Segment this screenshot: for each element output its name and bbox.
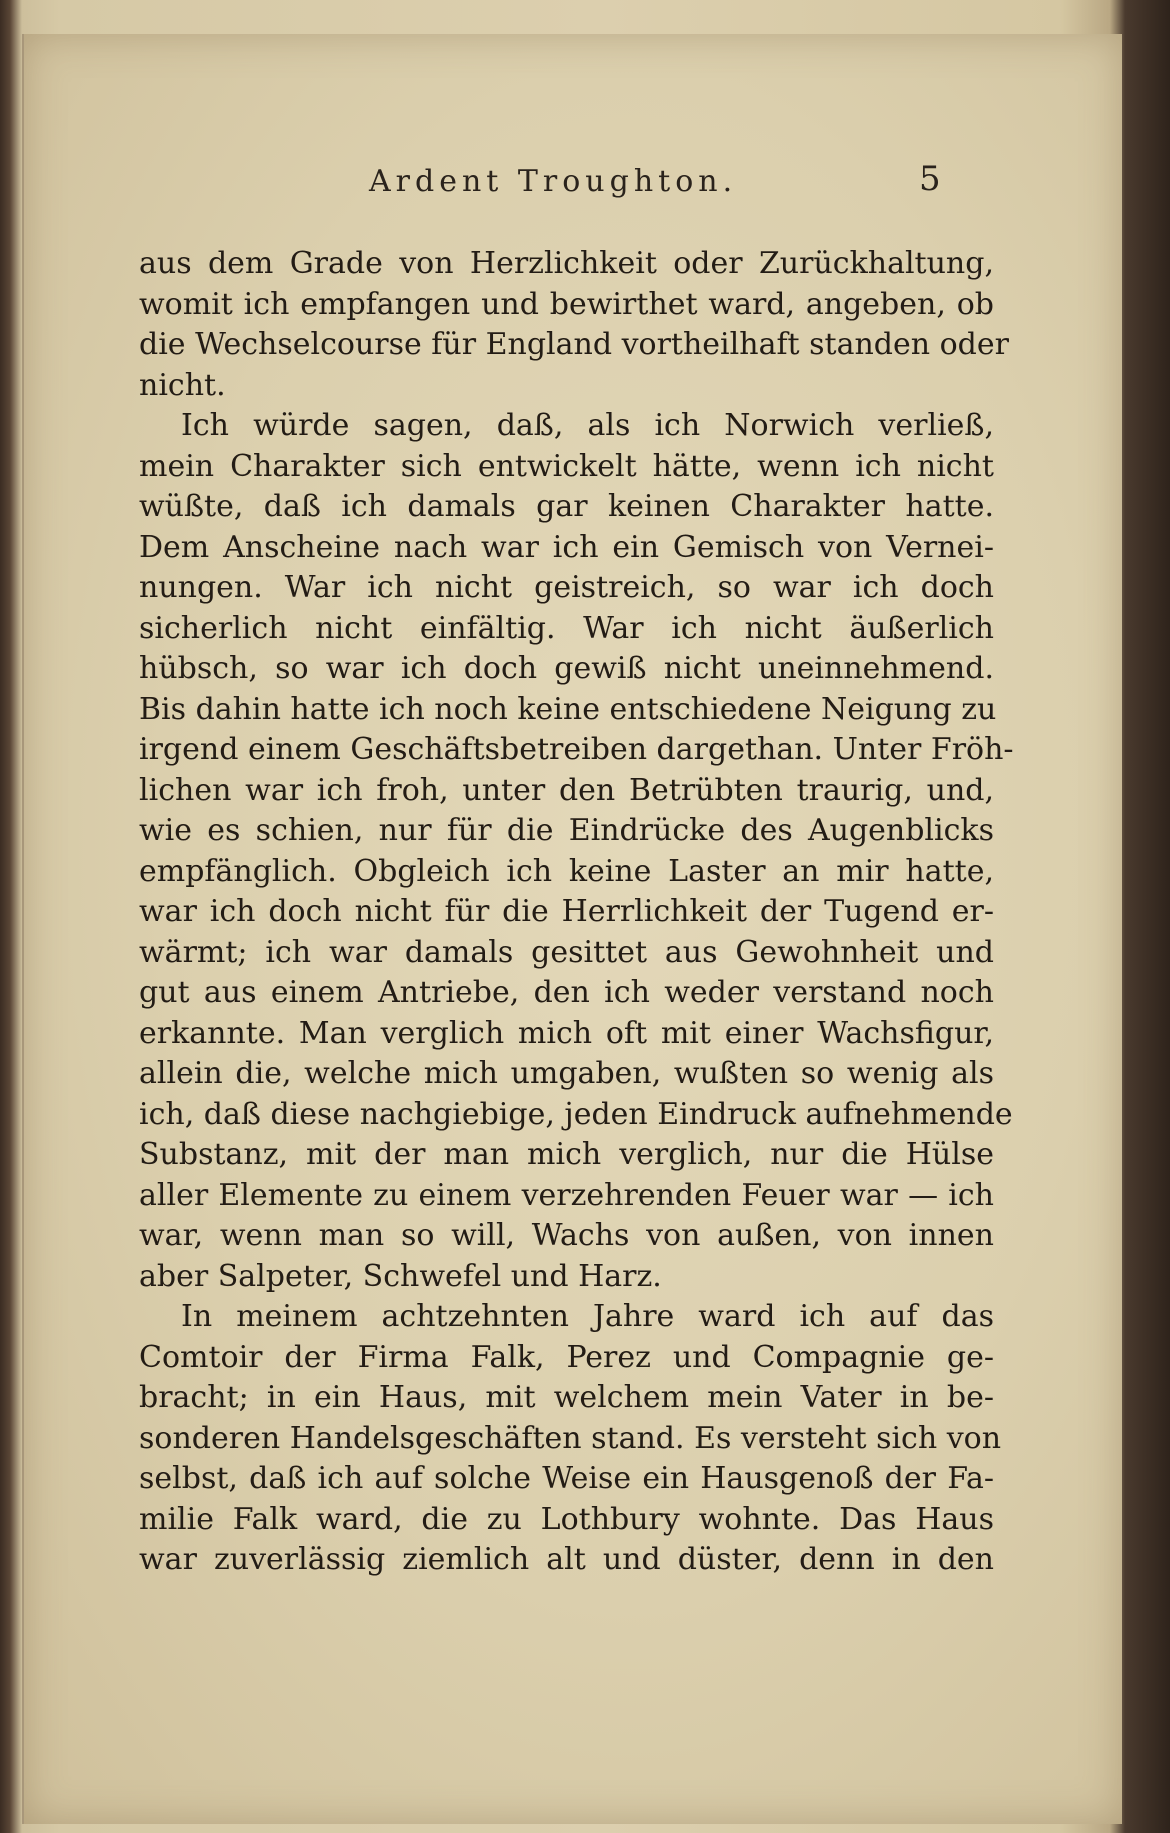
text-line: Substanz, mit der man mich verglich, nur die Hülse [139, 1137, 994, 1172]
text-line: erkannte. Man verglich mich oft mit einer Wachsfigur, [139, 1015, 994, 1051]
text-line: Comtoir der Firma Falk, Perez und Compagnie ge- [139, 1339, 994, 1375]
text-line: mein Charakter sich entwickelt hätte, wenn ich nicht [139, 448, 994, 484]
text-line: wüßte, daß ich damals gar keinen Charakter hatte. [139, 489, 994, 524]
text-line: ich, daß diese nachgiebige, jeden Eindruck aufnehmende [139, 1096, 1013, 1132]
text-line: milie Falk ward, die zu Lothbury wohnte. Das Haus [139, 1501, 994, 1537]
text-line: selbst, daß ich auf solche Weise ein Hausgenoß der Fa- [139, 1461, 994, 1496]
text-line: wärmt; ich war damals gesittet aus Gewohnheit und [139, 934, 994, 970]
text-line: sonderen Handelsgeschäften stand. Es versteht sich von [139, 1420, 1002, 1456]
text-line: wie es schien, nur für die Eindrücke des Augenblicks [139, 813, 994, 848]
text-line: Dem Anscheine nach war ich ein Gemisch von Vernei- [139, 529, 994, 565]
text-line: allein die, welche mich umgaben, wußten so wenig als [139, 1056, 994, 1091]
text-line: empfänglich. Obgleich ich keine Laster an mir hatte, [139, 853, 994, 889]
text-line: war ich doch nicht für die Herrlichkeit der Tugend er- [139, 894, 994, 929]
body-text [139, 244, 1014, 1581]
text-line: sicherlich nicht einfältig. War ich nicht äußerlich [139, 610, 994, 646]
text-line: aus dem Grade von Herzlichkeit oder Zurückhaltung, [139, 246, 994, 281]
text-line: war, wenn man so will, Wachs von außen, von innen [139, 1218, 994, 1253]
page-number: 5 [919, 159, 941, 199]
running-title: Ardent Troughton. [369, 164, 738, 199]
text-line: irgend einem Geschäftsbetreiben dargethan. Unter Fröh- [139, 732, 1014, 767]
text-line: nicht. [139, 367, 226, 403]
text-line: womit ich empfangen und bewirthet ward, angeben, ob [139, 286, 994, 322]
text-line: nungen. War ich nicht geistreich, so war ich doch [139, 570, 994, 605]
text-line: bracht; in ein Haus, mit welchem mein Vater in be- [139, 1380, 994, 1415]
book-page [22, 34, 1122, 1824]
text-line: gut aus einem Antriebe, den ich weder verstand noch [139, 975, 994, 1010]
text-line: aller Elemente zu einem verzehrenden Feuer war — ich [139, 1177, 994, 1213]
text-line: lichen war ich froh, unter den Betrübten traurig, und, [139, 772, 994, 808]
text-line: In meinem achtzehnten Jahre ward ich auf das [181, 1299, 994, 1334]
text-line: Ich würde sagen, daß, als ich Norwich verließ, [181, 408, 994, 443]
text-line: aber Salpeter, Schwefel und Harz. [139, 1258, 662, 1294]
text-line: war zuverlässig ziemlich alt und düster, denn in den [139, 1542, 994, 1577]
text-line: die Wechselcourse für England vortheilhaft standen oder [139, 327, 1009, 362]
text-line: Bis dahin hatte ich noch keine entschiedene Neigung zu [139, 691, 997, 727]
text-line: hübsch, so war ich doch gewiß nicht uneinnehmend. [139, 651, 994, 686]
